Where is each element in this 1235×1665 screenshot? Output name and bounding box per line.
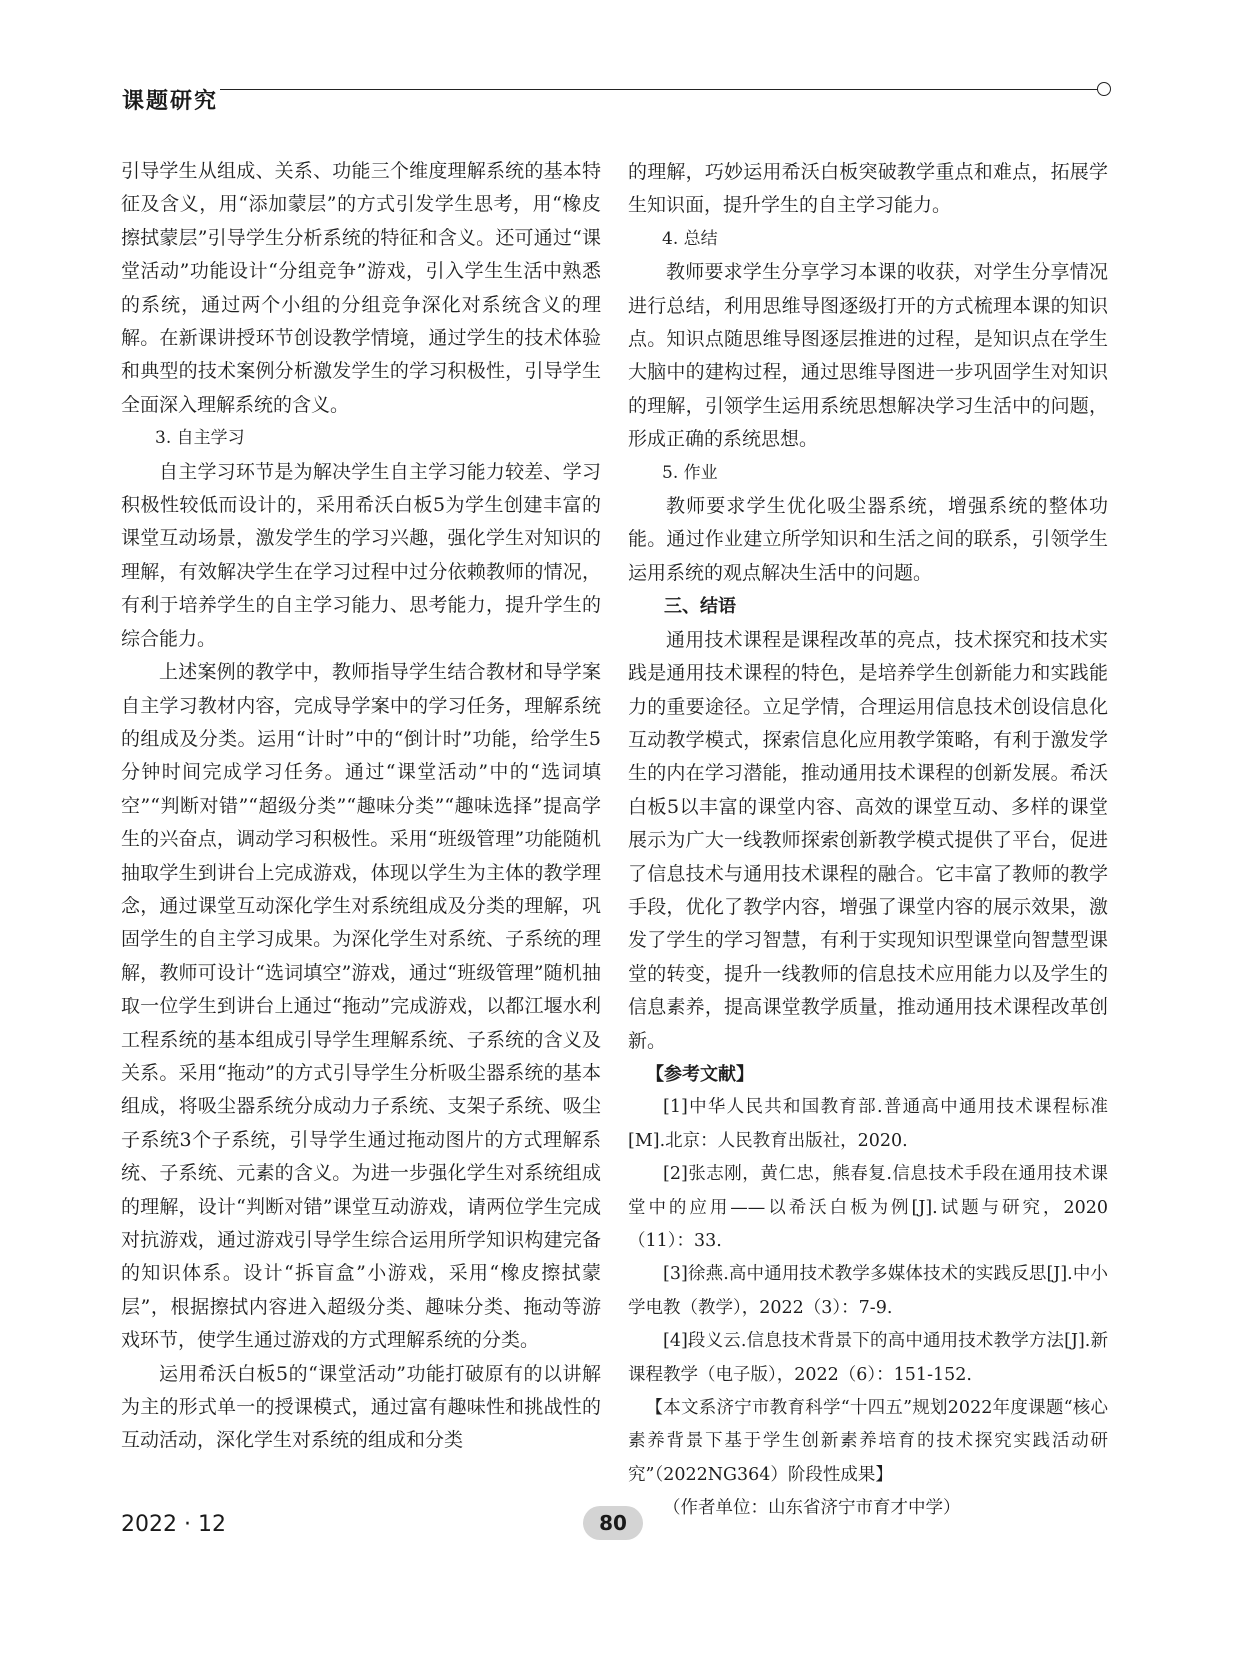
paragraph: 教师要求学生优化吸尘器系统，增强系统的整体功能。通过作业建立所学知识和生活之间的联系，引领学生运用系统的观点解决生活中的问题。: [628, 495, 1108, 584]
subheading-self-study: 3. 自主学习: [155, 428, 245, 449]
references-heading: 【参考文献】: [646, 1063, 754, 1085]
reference-item: [1]中华人民共和国教育部.普通高中通用技术课程标准[M].北京：人民教育出版社，2020.: [628, 1097, 1108, 1151]
author-affiliation: （作者单位：山东省济宁市育才中学）: [663, 1498, 961, 1519]
paragraph-continuation: 的理解，巧妙运用希沃白板突破教学重点和难点，拓展学生知识面，提升学生的自主学习能力。: [628, 161, 1108, 217]
paragraph: 运用希沃白板5的“课堂活动”功能打破原有的以讲解为主的形式单一的授课模式，通过富有趣味性和挑战性的互动活动，深化学生对系统的组成和分类: [121, 1362, 601, 1452]
reference-item: [3]徐燕.高中通用技术教学多媒体技术的实践反思[J].中小学电教（教学），2022（3）：7-9.: [628, 1264, 1108, 1318]
paragraph: 通用技术课程是课程改革的亮点，技术探究和技术实践是通用技术课程的特色，是培养学生创新能力和实践能力的重要途径。立足学情，合理运用信息技术创设信息化互动教学模式，探索信息化应用教学策略，有利于激发学生的内在学习潜能，推动通用技术课程的创新发展。希沃白板5以丰富的课堂内容、高效的课堂互动、多样的课堂展示为广大一线教师探索创新教学模式提供了平台，促进了信息技术与通用技术课程的融合。它丰富了教师的教学手段，优化了教学内容，增强了课堂内容的展示效果，激发了学生的学习智慧，有利于实现知识型课堂向智慧型课堂的转变，提升一线教师的信息技术应用能力以及学生的信息素养，提高课堂教学质量，推动通用技术课程改革创新。: [628, 628, 1108, 1052]
funding-note: 【本文系济宁市教育科学“十四五”规划2022年度课题“核心素养背景下基于学生创新素养培育的技术探究实践活动研究”（2022NG364）阶段性成果】: [628, 1398, 1108, 1485]
reference-item: [4]段义云.信息技术背景下的高中通用技术教学方法[J].新课程教学（电子版），2022（6）：151-152.: [628, 1331, 1108, 1385]
page-number-badge: 80: [583, 1506, 643, 1540]
paragraph: 上述案例的教学中，教师指导学生结合教材和导学案自主学习教材内容，完成导学案中的学习任务，理解系统的组成及分类。运用“计时”中的“倒计时”功能，给学生5分钟时间完成学习任务。通过“课堂活动”中的“选词填空”“判断对错”“超级分类”“趣味分类”“趣味选择”提高学生的兴奋点，调动学习积极性。采用“班级管理”功能随机抽取学生到讲台上完成游戏，体现以学生为主体的教学理念，通过课堂互动深化学生对系统组成及分类的理解，巩固学生的自主学习成果。为深化学生对系统、子系统的理解，教师可设计“选词填空”游戏，通过“班级管理”随机抽取一位学生到讲台上通过“拖动”完成游戏，以都江堰水利工程系统的基本组成引导学生理解系统、子系统的含义及关系。采用“拖动”的方式引导学生分析吸尘器系统的基本组成，将吸尘器系统分成动力子系统、支架子系统、吸尘子系统3个子系统，引导学生通过拖动图片的方式理解系统、子系统、元素的含义。为进一步强化学生对系统组成的理解，设计“判断对错”课堂互动游戏，请两位学生完成对抗游戏，通过游戏引导学生综合运用所学知识构建完备的知识体系。设计“拆盲盒”小游戏，采用“橡皮擦拭蒙层”，根据擦拭内容进入超级分类、趣味分类、拖动等游戏环节，使学生通过游戏的方式理解系统的分类。: [121, 661, 601, 1352]
header-rule-end-circle: [1097, 82, 1111, 96]
right-column: [628, 156, 1108, 1526]
header-rule: [220, 89, 1098, 90]
reference-item: [2]张志刚，黄仁忠，熊春复.信息技术手段在通用技术课堂中的应用——以希沃白板为例[J].试题与研究，2020（11）：33.: [628, 1164, 1108, 1251]
subheading-summary: 4. 总结: [662, 228, 718, 249]
journal-section-title: 课题研究: [122, 89, 219, 114]
subheading-homework: 5. 作业: [662, 462, 718, 483]
issue-label: 2022 · 12: [121, 1512, 226, 1537]
paragraph: 教师要求学生分享学习本课的收获，对学生分享情况进行总结，利用思维导图逐级打开的方式梳理本课的知识点。知识点随思维导图逐层推进的过程，是知识点在学生大脑中的建构过程，通过思维导图进一步巩固学生对知识的理解，引领学生运用系统思想解决学习生活中的问题，形成正确的系统思想。: [628, 261, 1108, 451]
paragraph: 自主学习环节是为解决学生自主学习能力较差、学习积极性较低而设计的，采用希沃白板5为学生创建丰富的课堂互动场景，激发学生的学习兴趣，强化学生对知识的理解，有效解决学生在学习过程中过分依赖教师的情况，有利于培养学生的自主学习能力、思考能力，提升学生的综合能力。: [121, 460, 601, 650]
left-column: [121, 155, 601, 1458]
paragraph-continuation: 引导学生从组成、关系、功能三个维度理解系统的基本特征及含义，用“添加蒙层”的方式引发学生思考，用“橡皮擦拭蒙层”引导学生分析系统的特征和含义。还可通过“课堂活动”功能设计“分组竞争”游戏，引入学生生活中熟悉的系统，通过两个小组的分组竞争深化对系统含义的理解。在新课讲授环节创设教学情境，通过学生的技术体验和典型的技术案例分析激发学生的学习积极性，引导学生全面深入理解系统的含义。: [121, 160, 601, 416]
section-heading-conclusion: 三、结语: [664, 596, 736, 618]
